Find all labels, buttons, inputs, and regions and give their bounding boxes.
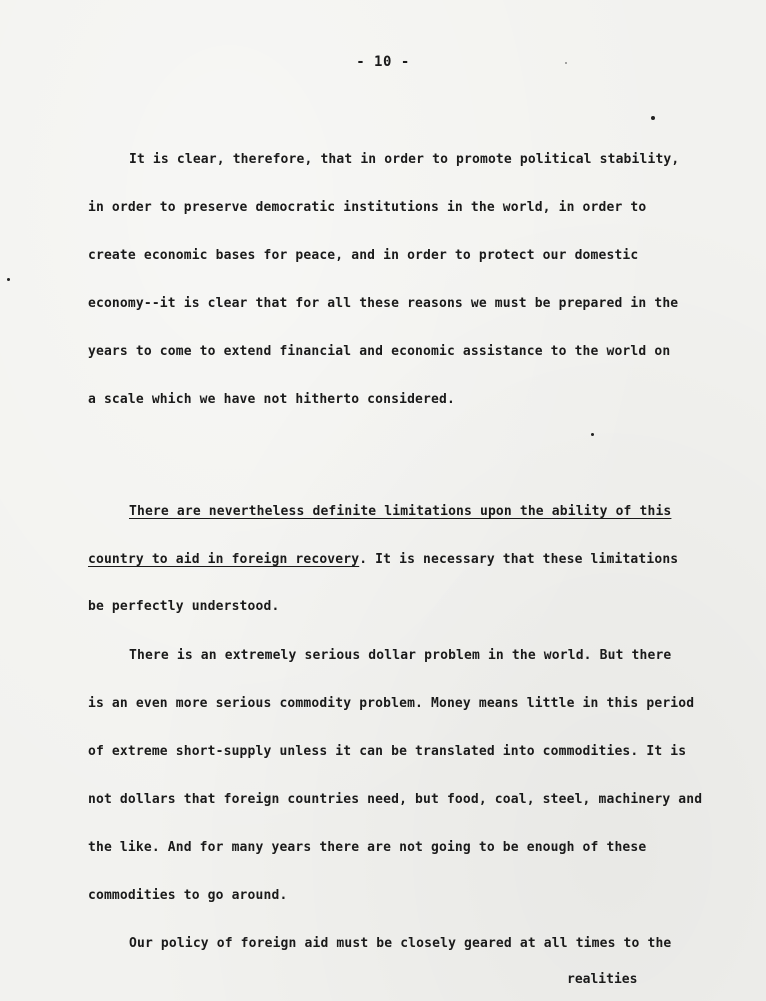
paragraph-2-line-2-rest: . It is necessary that these limitations: [359, 552, 679, 567]
paragraph-3-line-4: not dollars that foreign countries need, but food, coal, steel, machinery and: [88, 792, 703, 807]
scan-speck: [7, 278, 10, 281]
paragraph-2-line-1: [129, 504, 671, 520]
paragraph-3-line-5: the like. And for many years there are not going to be enough of these: [88, 840, 647, 855]
paragraph-1-line-1: It is clear, therefore, that in order to promote political stability,: [129, 152, 680, 167]
underlined-text: There are nevertheless definite limitations upon the ability of this: [129, 504, 672, 519]
paragraph-3-line-6: commodities to go around.: [88, 888, 288, 903]
paragraph-4-line-1: Our policy of foreign aid must be closely geared at all times to the: [129, 936, 672, 951]
paragraph-1-line-4: economy--it is clear that for all these reasons we must be prepared in the: [88, 296, 679, 311]
scan-speck: [565, 62, 567, 64]
underlined-text: country to aid in foreign recovery: [88, 552, 360, 567]
catchword: realities: [567, 972, 638, 987]
paragraph-2-line-3: be perfectly understood.: [88, 599, 280, 614]
paragraph-1-line-2: in order to preserve democratic institutions in the world, in order to: [88, 200, 647, 215]
paragraph-1-line-3: create economic bases for peace, and in order to protect our domestic: [88, 248, 639, 263]
scan-speck: [651, 116, 655, 120]
paragraph-3-line-3: of extreme short-supply unless it can be translated into commodities. It is: [88, 744, 687, 759]
scan-speck: [591, 433, 594, 436]
paragraph-3-line-1: There is an extremely serious dollar problem in the world. But there: [129, 648, 672, 663]
paragraph-1-line-5: years to come to extend financial and economic assistance to the world on: [88, 344, 671, 359]
paragraph-1-line-6: a scale which we have not hitherto considered.: [88, 392, 455, 407]
paragraph-2-line-2: [88, 552, 678, 568]
paragraph-3-line-2: is an even more serious commodity problem. Money means little in this period: [88, 696, 695, 711]
page-number: - 10 -: [356, 54, 410, 70]
